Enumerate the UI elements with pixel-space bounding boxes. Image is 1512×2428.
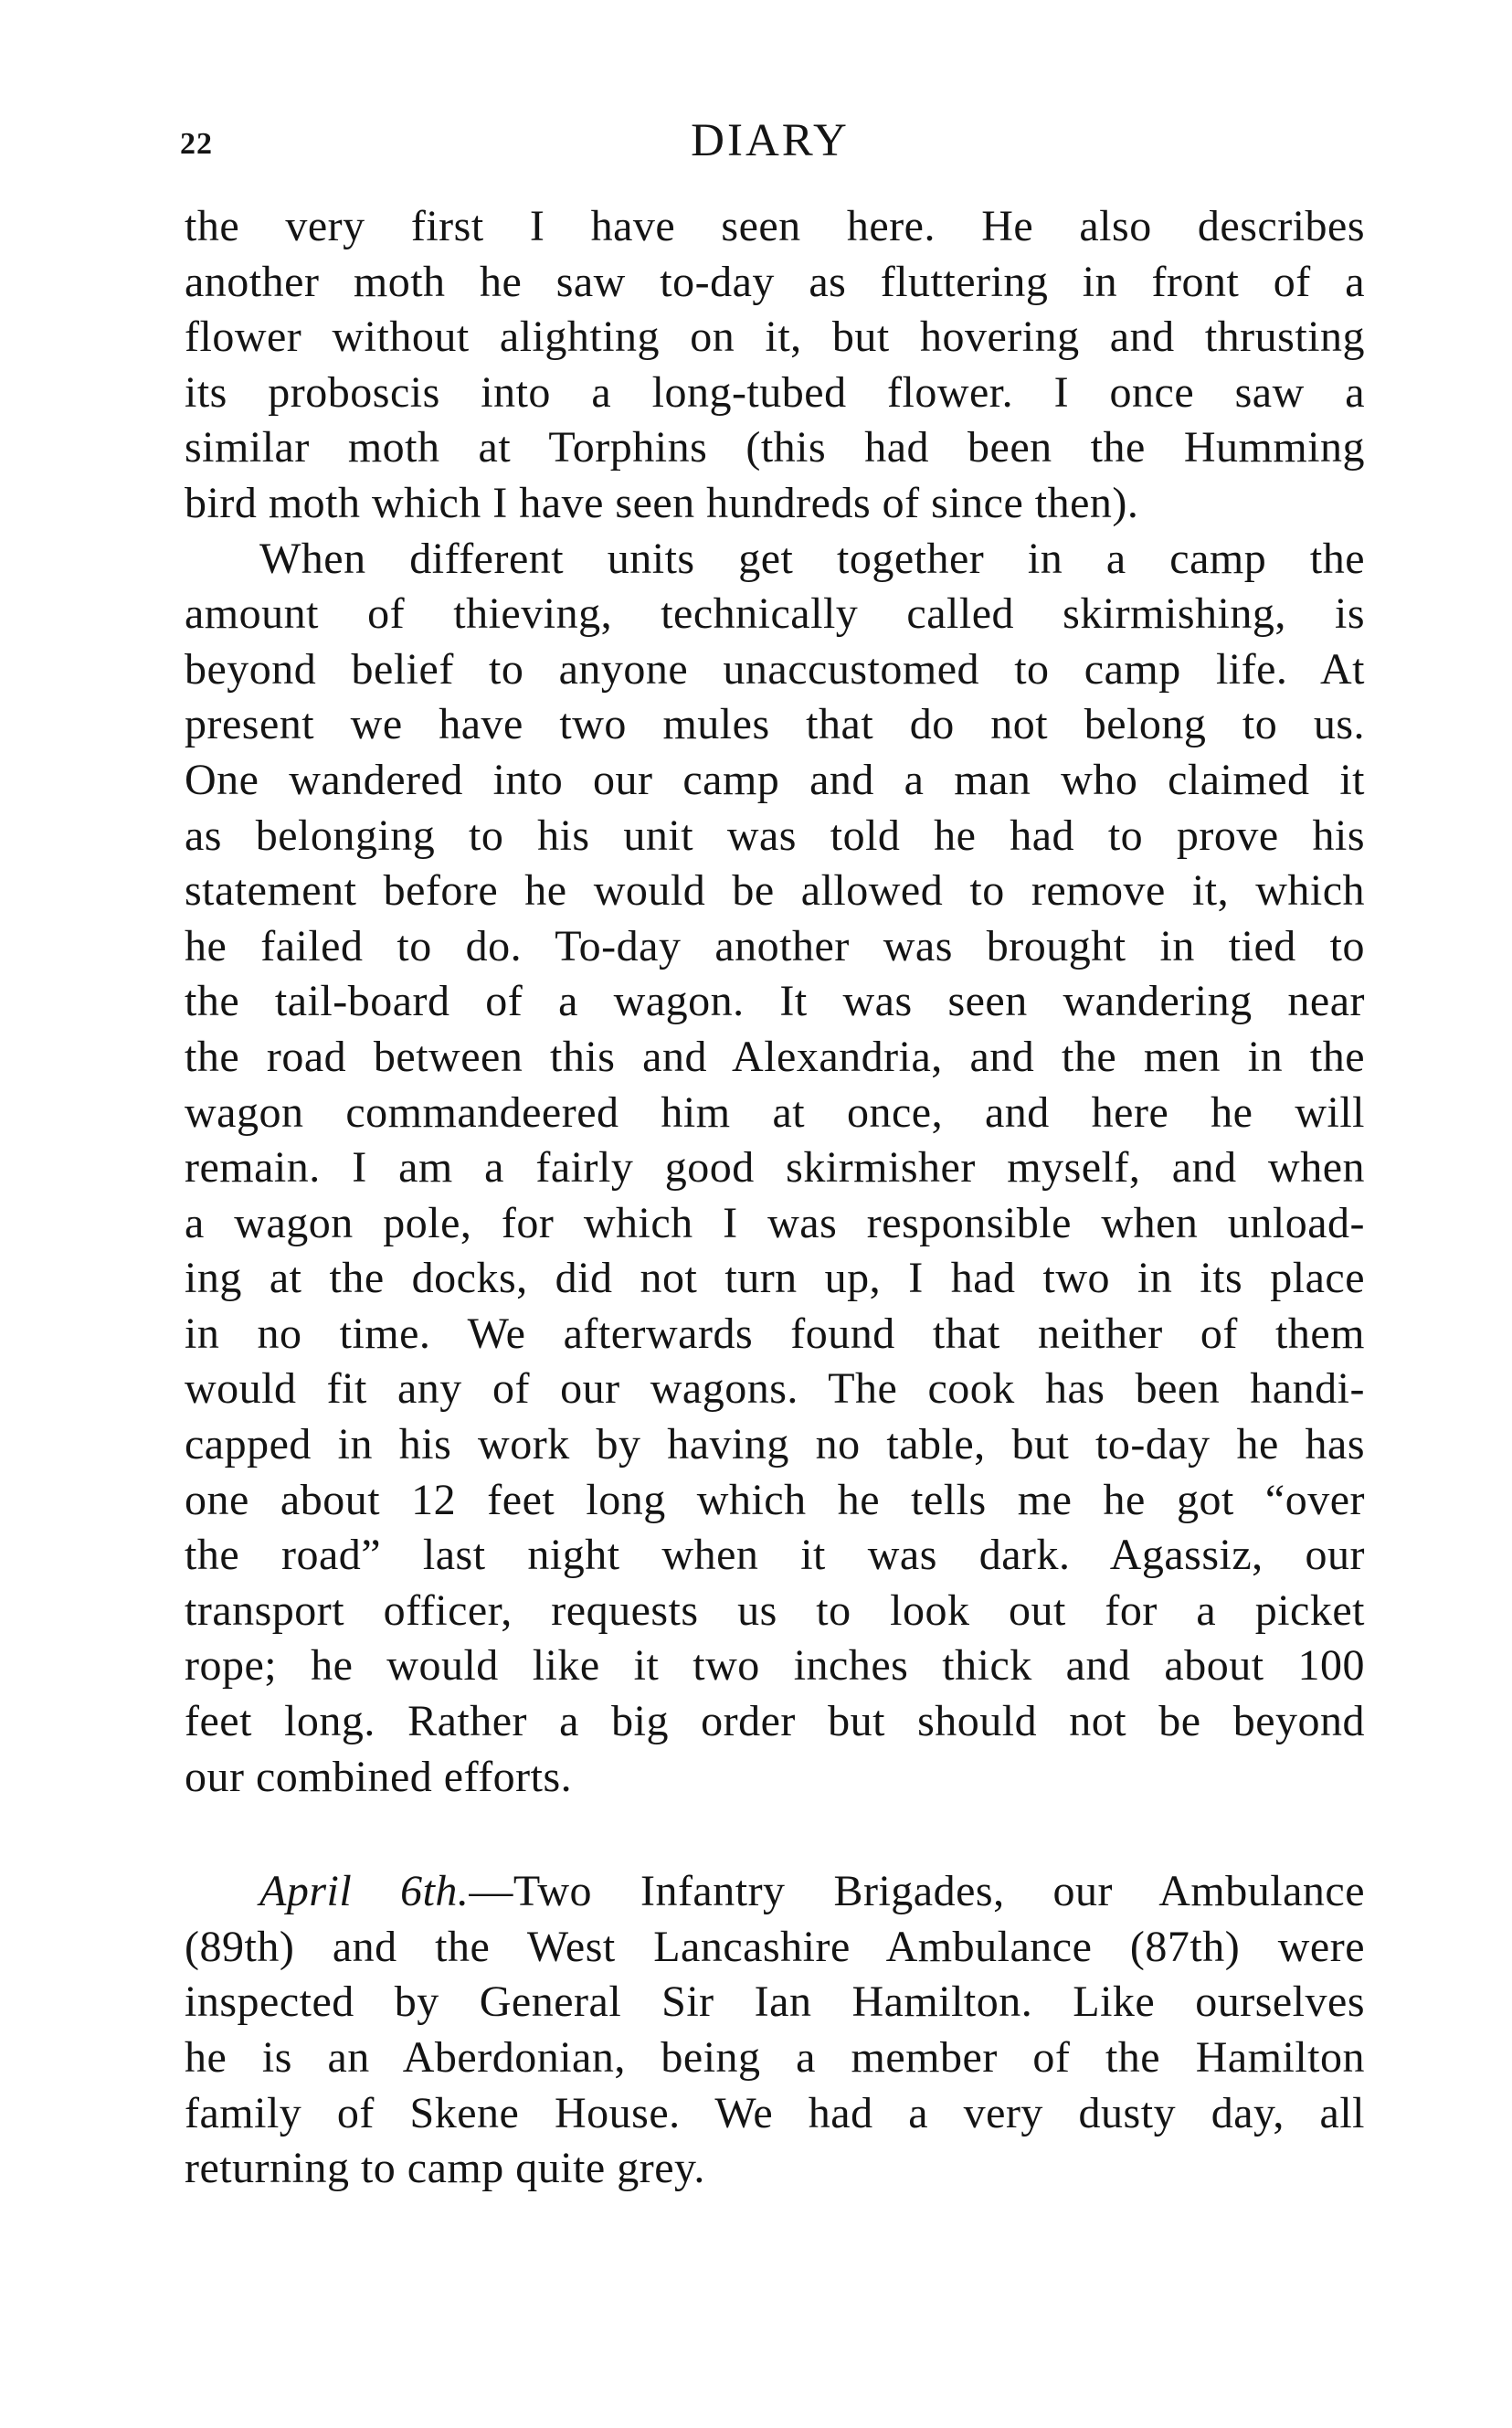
text-line: he failed to do. To-day another was brought in tied to — [185, 921, 1365, 970]
text-line: the very first I have seen here. He also describes — [185, 202, 1365, 250]
text-line: the tail-board of a wagon. It was seen wandering near — [185, 977, 1365, 1026]
paragraph-1 — [185, 199, 1365, 1805]
text-line: present we have two mules that do not belong to us. — [185, 700, 1365, 749]
text-line: the road” last night when it was dark. Agassiz, our — [185, 1531, 1365, 1580]
text-line: When different units get together in a camp the — [259, 534, 1365, 583]
text-line: inspected by General Sir Ian Hamilton. Like ourselves — [185, 1977, 1365, 2027]
text-line: another moth he saw to-day as fluttering in front of a — [185, 257, 1365, 306]
text-line: as belonging to his unit was told he had to prove his — [185, 811, 1365, 860]
text-line: ing at the docks, did not turn up, I had two in its place — [185, 1254, 1365, 1303]
text-line: statement before he would be allowed to remove it, which — [185, 866, 1365, 916]
text-line: our combined efforts. — [185, 1752, 573, 1801]
text-line — [185, 1864, 1365, 1920]
paragraph-april-6th — [185, 1864, 1365, 2197]
text-line: in no time. We afterwards found that neither of them — [185, 1309, 1365, 1358]
page-number: 22 — [180, 127, 213, 161]
text-line: one about 12 feet long which he tells me he got “over — [185, 1475, 1365, 1524]
diary-date: April 6th. — [259, 1867, 470, 1916]
text-line: rope; he would like it two inches thick and about 100 — [185, 1641, 1365, 1691]
text-line: transport officer, requests us to look out for a picket — [185, 1585, 1365, 1635]
text-line: family of Skene House. We had a very dusty day, all — [185, 2088, 1365, 2137]
text-line: feet long. Rather a big order but should not be beyond — [185, 1697, 1365, 1746]
text-line: bird moth which I have seen hundreds of since then). — [185, 478, 1139, 527]
text-line: capped in his work by having no table, but to-day he has — [185, 1420, 1365, 1469]
text-line: a wagon pole, for which I was responsible when unload- — [185, 1198, 1365, 1247]
text-line: returning to camp quite grey. — [185, 2144, 705, 2193]
text-line: he is an Aberdonian, being a member of the Hamilton — [185, 2033, 1365, 2082]
text-line: would fit any of our wagons. The cook has been handi- — [185, 1364, 1365, 1414]
text-line: wagon commandeered him at once, and here he will — [185, 1087, 1365, 1137]
text-line-content: —Two Infantry Brigades, our Ambulance — [469, 1867, 1365, 1916]
body-text — [185, 199, 1365, 2197]
text-line: its proboscis into a long-tubed flower. I once saw a — [185, 367, 1365, 417]
text-line: remain. I am a fairly good skirmisher myself, and when — [185, 1143, 1365, 1193]
text-line: beyond belief to anyone unaccustomed to camp life. At — [185, 644, 1365, 694]
text-line: amount of thieving, technically called skirmishing, is — [185, 589, 1365, 639]
text-line: flower without alighting on it, but hovering and thrusting — [185, 313, 1365, 362]
text-line: similar moth at Torphins (this had been the Humming — [185, 423, 1365, 472]
text-line: (89th) and the West Lancashire Ambulance (87th) were — [185, 1922, 1365, 1971]
running-title: DIARY — [691, 115, 850, 166]
text-line: the road between this and Alexandria, and the men in the — [185, 1032, 1365, 1081]
text-line: One wandered into our camp and a man who claimed it — [185, 755, 1365, 804]
